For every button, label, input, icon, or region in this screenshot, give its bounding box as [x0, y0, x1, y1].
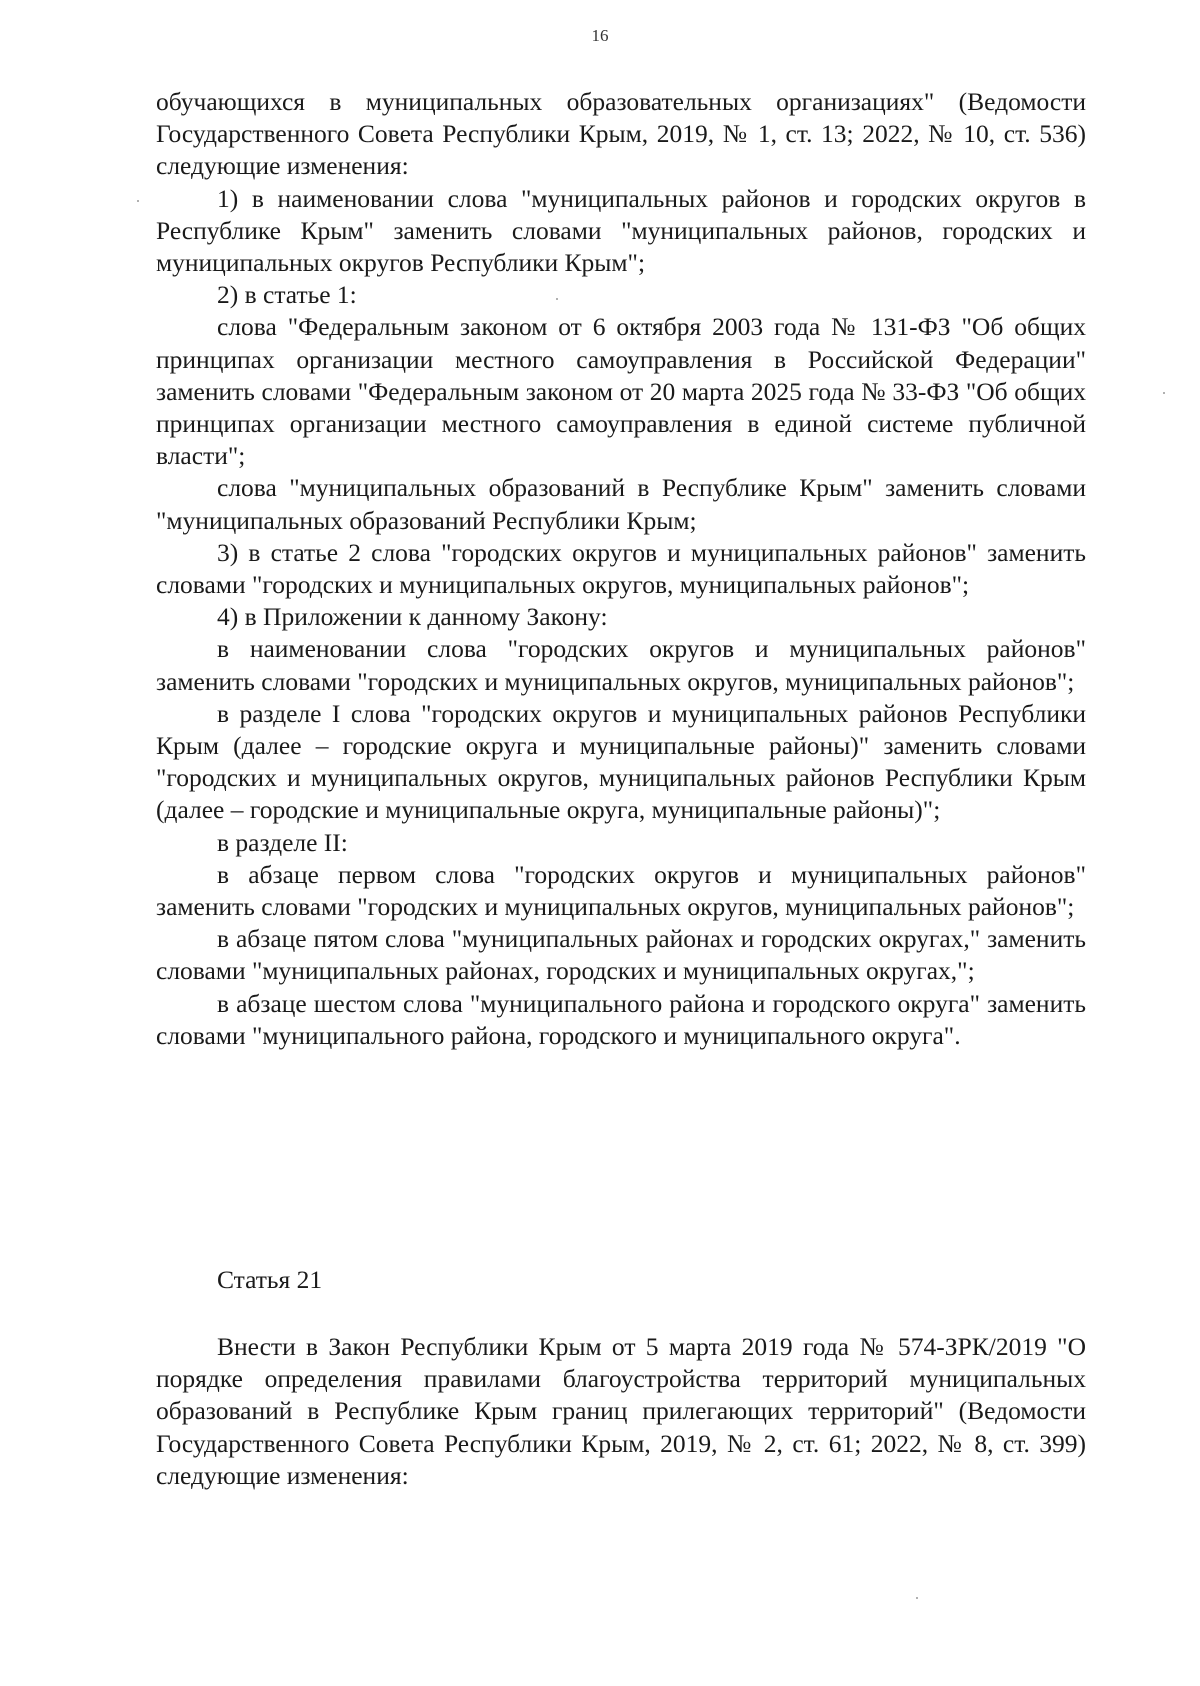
- paragraph-item-2-words-federal-law: слова "Федеральным законом от 6 октября 2003 года № 131-ФЗ "Об общих принципах организации местного самоуправления в Российской Федерации" заменить словами "Федеральным законом от 20 марта 2025 года № 33-ФЗ "Об общих принципах организации местного самоуправления в единой системе публичной власти";: [156, 312, 1086, 471]
- scan-speck: [556, 298, 558, 300]
- paragraph-item-4: 4) в Приложении к данному Закону:: [217, 602, 608, 632]
- paragraph-section-2-sixth: в абзаце шестом слова "муниципального района и городского округа" заменить словами "муниципального района, городского и муниципального округа".: [156, 988, 1086, 1050]
- paragraph-item-1: 1) в наименовании слова "муниципальных районов и городских округов в Республике Крым" заменить словами "муниципальных районов, городских и муниципальных округов Республики Крым";: [156, 183, 1086, 278]
- paragraph-item-4-section-1: в разделе I слова "городских округов и муниципальных районов Республики Крым (далее – городские округа и муниципальные районы)" заменить словами "городских и муниципальных округов, муниципальных районов Республики Крым (далее – городские и муниципальные округа, муниципальные районы)";: [156, 698, 1086, 825]
- paragraph-item-4-section-2: в разделе II:: [217, 827, 348, 857]
- scan-speck: [137, 200, 139, 202]
- article-heading: Статья 21: [217, 1265, 323, 1294]
- paragraph-item-3: 3) в статье 2 слова "городских округов и муниципальных районов" заменить словами "городских и муниципальных округов, муниципальных районов";: [156, 537, 1086, 600]
- article-body-block: [156, 1331, 1086, 1492]
- scan-speck: [916, 1597, 918, 1599]
- paragraph-intro: обучающихся в муниципальных образовательных организациях" (Ведомости Государственного Совета Республики Крым, 2019, № 1, ст. 13; 2022, № 10, ст. 536) следующие изменения:: [156, 87, 1086, 181]
- page-number: 16: [591, 26, 609, 45]
- paragraph-item-2-words-municipal: слова "муниципальных образований в Республике Крым" заменить словами "муниципальных образований Республики Крым;: [156, 473, 1086, 535]
- scan-speck: [1163, 392, 1165, 394]
- paragraph-item-2: 2) в статье 1:: [217, 280, 357, 310]
- paragraph-section-2-first: в абзаце первом слова "городских округов и муниципальных районов" заменить словами "городских и муниципальных округов, муниципальных районов";: [156, 859, 1086, 922]
- article-body: Внести в Закон Республики Крым от 5 марта 2019 года № 574-ЗРК/2019 "О порядке определения правилами благоустройства территорий муниципальных образований в Республике Крым границ прилегающих территорий" (Ведомости Государственного Совета Республики Крым, 2019, № 2, ст. 61; 2022, № 8, ст. 399) следующие изменения:: [156, 1332, 1086, 1490]
- paragraph-section-2-fifth: в абзаце пятом слова "муниципальных районах и городских округах," заменить словами "муниципальных районах, городских и муниципальных округах,";: [156, 924, 1086, 986]
- amendments-text: [156, 86, 1086, 1052]
- paragraph-item-4-title: в наименовании слова "городских округов и муниципальных районов" заменить словами "городских и муниципальных округов, муниципальных районов";: [156, 634, 1086, 696]
